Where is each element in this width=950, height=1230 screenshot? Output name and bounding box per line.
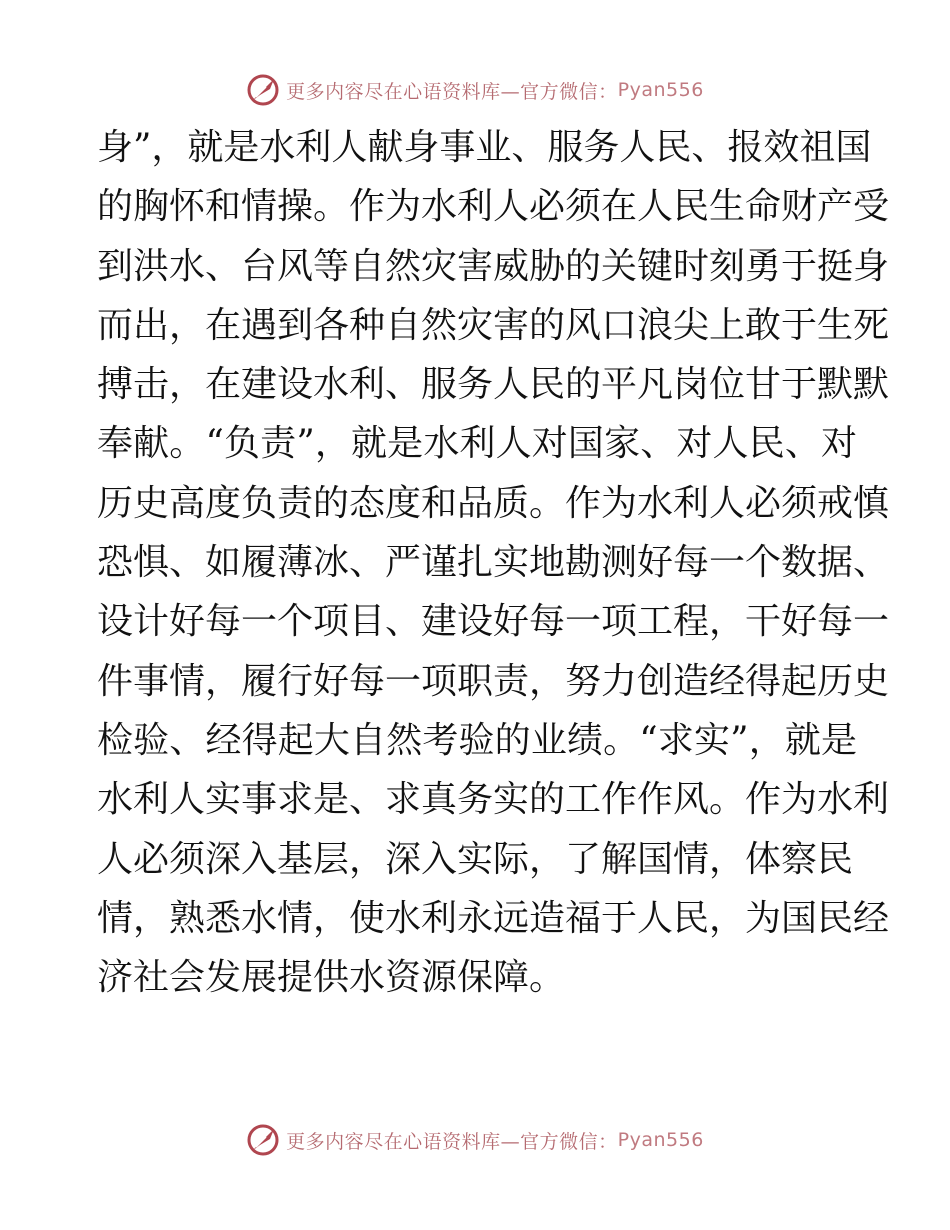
quill-seal-icon xyxy=(246,73,280,107)
footer-banner[interactable] xyxy=(0,1120,950,1160)
footer-site-text: 更多内容尽在心语资料库—官方微信： xyxy=(286,1130,618,1153)
quill-seal-icon xyxy=(246,1123,280,1157)
text-line: 设计好每一个项目、建设好每一项工程，干好每一 xyxy=(97,601,890,643)
text-line: 恐惧、如履薄冰、严谨扎实地勘测好每一个数据、 xyxy=(97,542,890,584)
text-line: 身”，就是水利人献身事业、服务人民、报效祖国 xyxy=(97,127,872,168)
text-line: 件事情，履行好每一项职责，努力创造经得起历史 xyxy=(97,660,890,702)
text-line: 奉献。“负责”，就是水利人对国家、对人民、对 xyxy=(97,423,857,465)
text-line: 历史高度负责的态度和品质。作为水利人必须戒慎 xyxy=(97,482,890,524)
text-line: 检验、经得起大自然考验的业绩。“求实”，就是 xyxy=(97,719,857,761)
header-banner[interactable] xyxy=(0,70,950,110)
text-line: 济社会发展提供水资源保障。 xyxy=(97,957,566,999)
header-site-text: 更多内容尽在心语资料库—官方微信： xyxy=(286,80,618,103)
text-line: 情，熟悉水情，使水利永远造福于人民，为国民经 xyxy=(97,897,890,939)
footer-wechat-id: Pyan556 xyxy=(617,1129,704,1151)
body-text xyxy=(97,118,890,1007)
text-line: 而出，在遇到各种自然灾害的风口浪尖上敢于生死 xyxy=(97,304,890,346)
text-line: 到洪水、台风等自然灾害威胁的关键时刻勇于挺身 xyxy=(97,245,890,287)
header-wechat-id: Pyan556 xyxy=(617,79,704,101)
text-line: 水利人实事求是、求真务实的工作作风。作为水利 xyxy=(97,779,890,821)
text-line: 人必须深入基层，深入实际，了解国情，体察民 xyxy=(97,838,854,880)
text-line: 搏击，在建设水利、服务人民的平凡岗位甘于默默 xyxy=(97,364,890,406)
text-line: 的胸怀和情操。作为水利人必须在人民生命财产受 xyxy=(97,186,890,228)
